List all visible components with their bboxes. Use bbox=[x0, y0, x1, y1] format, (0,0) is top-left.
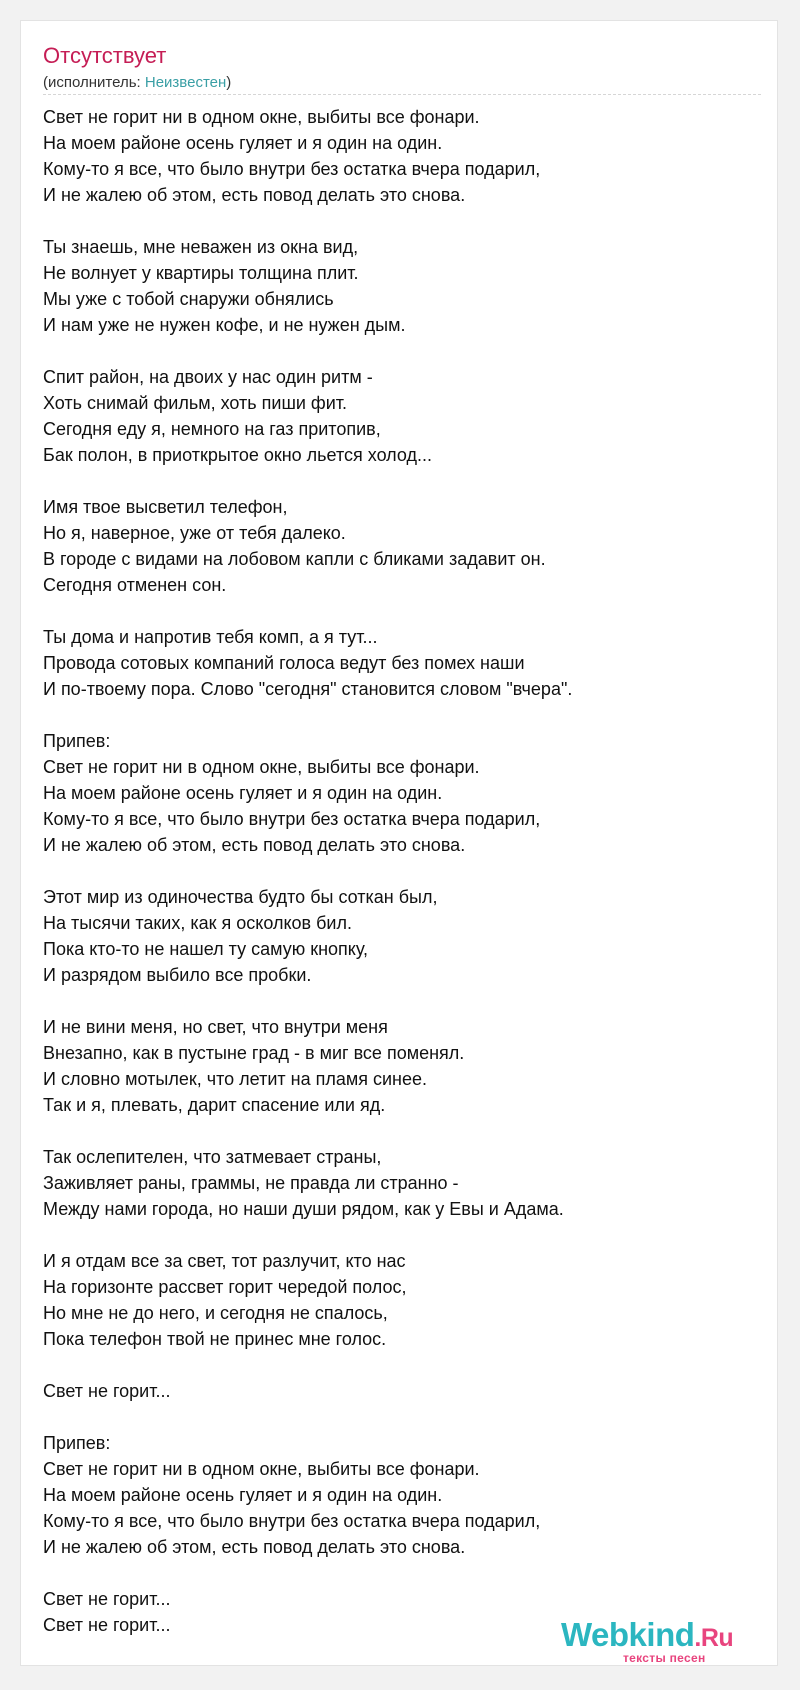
lyrics-blank-line bbox=[43, 1118, 763, 1144]
lyrics-line: И не вини меня, но свет, что внутри меня bbox=[43, 1017, 388, 1037]
lyrics-blank-line bbox=[43, 1222, 763, 1248]
lyrics-line: Кому-то я все, что было внутри без остатка вчера подарил, bbox=[43, 809, 541, 829]
lyrics-line: Спит район, на двоих у нас один ритм - bbox=[43, 367, 373, 387]
lyrics-line: Кому-то я все, что было внутри без остатка вчера подарил, bbox=[43, 1511, 541, 1531]
lyrics-line: И я отдам все за свет, тот разлучит, кто нас bbox=[43, 1251, 406, 1271]
lyrics-blank-line bbox=[43, 208, 763, 234]
lyrics-line: Между нами города, но наши души рядом, как у Евы и Адама. bbox=[43, 1199, 564, 1219]
lyrics-line: Свет не горит ни в одном окне, выбиты все фонари. bbox=[43, 107, 480, 127]
lyrics-line: Внезапно, как в пустыне град - в миг все поменял. bbox=[43, 1043, 465, 1063]
lyrics-line: Заживляет раны, граммы, не правда ли странно - bbox=[43, 1173, 459, 1193]
lyrics-blank-line bbox=[43, 702, 763, 728]
lyrics-line: Припев: bbox=[43, 731, 111, 751]
lyrics-line: Пока телефон твой не принес мне голос. bbox=[43, 1329, 387, 1349]
lyrics-blank-line bbox=[43, 858, 763, 884]
lyrics-line: И нам уже не нужен кофе, и не нужен дым. bbox=[43, 315, 406, 335]
lyrics-line: На горизонте рассвет горит чередой полос, bbox=[43, 1277, 407, 1297]
lyrics-line: Не волнует у квартиры толщина плит. bbox=[43, 263, 359, 283]
lyrics-line: Свет не горит ни в одном окне, выбиты все фонари. bbox=[43, 1459, 480, 1479]
logo-word: Webkind bbox=[561, 1616, 695, 1653]
lyrics-blank-line bbox=[43, 1560, 763, 1586]
lyrics-line: Бак полон, в приоткрытое окно льется холод... bbox=[43, 445, 433, 465]
lyrics-line: Ты знаешь, мне неважен из окна вид, bbox=[43, 237, 359, 257]
lyrics-line: Пока кто-то не нашел ту самую кнопку, bbox=[43, 939, 369, 959]
lyrics-line: Кому-то я все, что было внутри без остатка вчера подарил, bbox=[43, 159, 541, 179]
lyrics-line: Свет не горит ни в одном окне, выбиты все фонари. bbox=[43, 757, 480, 777]
lyrics-line: Но мне не до него, и сегодня не спалось, bbox=[43, 1303, 388, 1323]
lyrics-line: Так ослепителен, что затмевает страны, bbox=[43, 1147, 382, 1167]
lyrics-line: И не жалею об этом, есть повод делать это снова. bbox=[43, 185, 466, 205]
lyrics-line: И разрядом выбило все пробки. bbox=[43, 965, 312, 985]
lyrics-line: Сегодня отменен сон. bbox=[43, 575, 227, 595]
lyrics-line: Так и я, плевать, дарит спасение или яд. bbox=[43, 1095, 386, 1115]
lyrics-line: На моем районе осень гуляет и я один на один. bbox=[43, 1485, 443, 1505]
lyrics-line: И не жалею об этом, есть повод делать это снова. bbox=[43, 1537, 466, 1557]
lyrics-line: В городе с видами на лобовом капли с бликами задавит он. bbox=[43, 549, 546, 569]
lyrics-line: На моем районе осень гуляет и я один на один. bbox=[43, 783, 443, 803]
lyrics-line: Свет не горит... bbox=[43, 1381, 171, 1401]
logo-subtitle: тексты песен bbox=[623, 1651, 706, 1665]
lyrics-line: Свет не горит... bbox=[43, 1589, 171, 1609]
lyrics-line: Но я, наверное, уже от тебя далеко. bbox=[43, 523, 346, 543]
lyrics-blank-line bbox=[43, 338, 763, 364]
song-title: Отсутствует bbox=[43, 43, 167, 68]
lyrics-blank-line bbox=[43, 1352, 763, 1378]
lyrics-line: Припев: bbox=[43, 1433, 111, 1453]
lyrics-card bbox=[20, 20, 778, 1666]
lyrics-line: И по-твоему пора. Слово "сегодня" становится словом "вчера". bbox=[43, 679, 573, 699]
lyrics-line: На тысячи таких, как я осколков бил. bbox=[43, 913, 352, 933]
lyrics-line: И не жалею об этом, есть повод делать это снова. bbox=[43, 835, 466, 855]
lyrics-line: И словно мотылек, что летит на пламя синее. bbox=[43, 1069, 427, 1089]
artist-suffix: ) bbox=[226, 74, 232, 91]
logo-tld: .Ru bbox=[694, 1624, 734, 1652]
webkind-logo[interactable] bbox=[561, 1617, 771, 1669]
title-divider bbox=[43, 94, 761, 95]
lyrics-line: Этот мир из одиночества будто бы соткан был, bbox=[43, 887, 438, 907]
artist-line bbox=[43, 73, 231, 93]
lyrics-blank-line bbox=[43, 988, 763, 1014]
lyrics-blank-line bbox=[43, 468, 763, 494]
artist-link[interactable]: Неизвестен bbox=[144, 74, 227, 91]
lyrics-line: Имя твое высветил телефон, bbox=[43, 497, 288, 517]
lyrics-line: Свет не горит... bbox=[43, 1615, 171, 1635]
lyrics-line: Хоть снимай фильм, хоть пиши фит. bbox=[43, 393, 348, 413]
lyrics-text bbox=[43, 104, 763, 1638]
lyrics-line: Мы уже с тобой снаружи обнялись bbox=[43, 289, 334, 309]
lyrics-line: Ты дома и напротив тебя комп, а я тут... bbox=[43, 627, 378, 647]
artist-prefix: (исполнитель: bbox=[43, 74, 145, 91]
lyrics-blank-line bbox=[43, 598, 763, 624]
lyrics-blank-line bbox=[43, 1404, 763, 1430]
lyrics-line: Сегодня еду я, немного на газ притопив, bbox=[43, 419, 381, 439]
lyrics-line: На моем районе осень гуляет и я один на один. bbox=[43, 133, 443, 153]
lyrics-line: Провода сотовых компаний голоса ведут без помех наши bbox=[43, 653, 525, 673]
